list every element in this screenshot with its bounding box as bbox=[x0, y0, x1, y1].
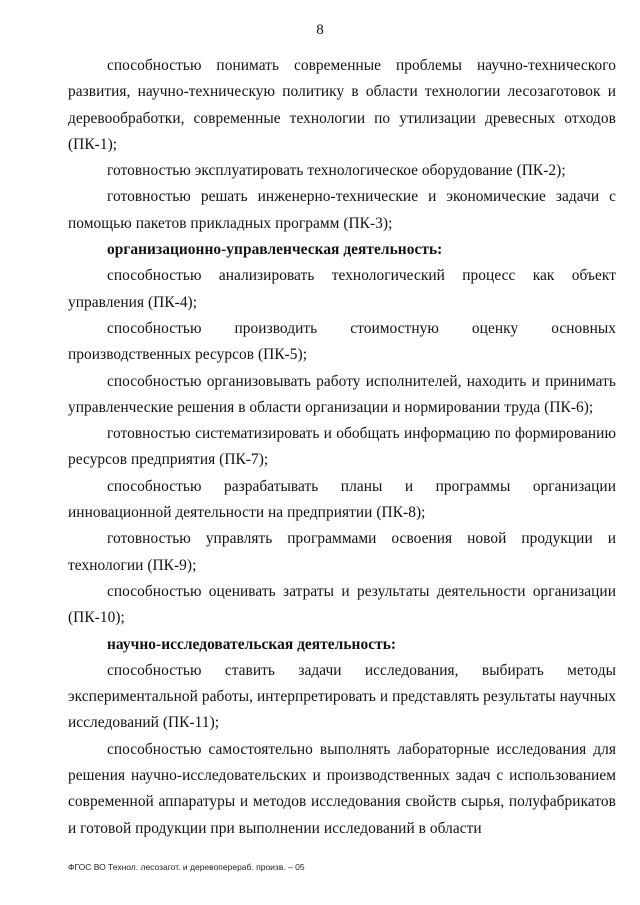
competency-paragraph: способностью разрабатывать планы и программы организации инновационной деятельности на предприятии (ПК-8); bbox=[68, 477, 616, 522]
competency-paragraph: способностью организовывать работу исполнителей, находить и принимать управленческие решения в области организации и нормировании труда (ПК-6); bbox=[68, 372, 616, 416]
page-number: 8 bbox=[316, 22, 324, 38]
competency-paragraph: готовностью систематизировать и обобщать информацию по формированию ресурсов предприятия (ПК-7); bbox=[68, 425, 616, 469]
competency-paragraph: способностью анализировать технологический процесс как объект управления (ПК-4); bbox=[68, 267, 616, 311]
competency-paragraph: способностью производить стоимостную оценку основных производственных ресурсов (ПК-5); bbox=[68, 319, 616, 364]
document-body bbox=[68, 53, 616, 842]
competency-paragraph: готовностью эксплуатировать технологическое оборудование (ПК-2); bbox=[107, 162, 566, 180]
competency-paragraph: способностью ставить задачи исследования, выбирать методы экспериментальной работы, интерпретировать и представлять результаты научных исследований (ПК-11); bbox=[68, 661, 616, 732]
page-footer: ФГОС ВО Технол. лесозагот. и деревоперераб. произв. – 05 bbox=[68, 862, 305, 872]
competency-paragraph: способностью понимать современные проблемы научно-технического развития, научно-техническую политику в области технологии лесозаготовок и деревообработки, современные технологии по утилизации древесных отходов (ПК-1); bbox=[68, 57, 616, 153]
section-heading: научно-исследовательская деятельность: bbox=[107, 635, 397, 653]
competency-paragraph: готовностью решать инженерно-технические и экономические задачи с помощью пакетов прикладных программ (ПК-3); bbox=[68, 188, 616, 232]
section-heading: организационно-управленческая деятельность: bbox=[107, 241, 443, 259]
competency-paragraph: способностью оценивать затраты и результаты деятельности организации (ПК-10); bbox=[68, 582, 616, 627]
competency-paragraph: готовностью управлять программами освоения новой продукции и технологии (ПК-9); bbox=[68, 530, 616, 574]
competency-paragraph: способностью самостоятельно выполнять лабораторные исследования для решения научно-исследовательских и производственных задач с использованием современной аппаратуры и методов исследования свойств сырья, полуфабрикатов и готовой продукции при выполнении исследований в области bbox=[68, 740, 616, 837]
